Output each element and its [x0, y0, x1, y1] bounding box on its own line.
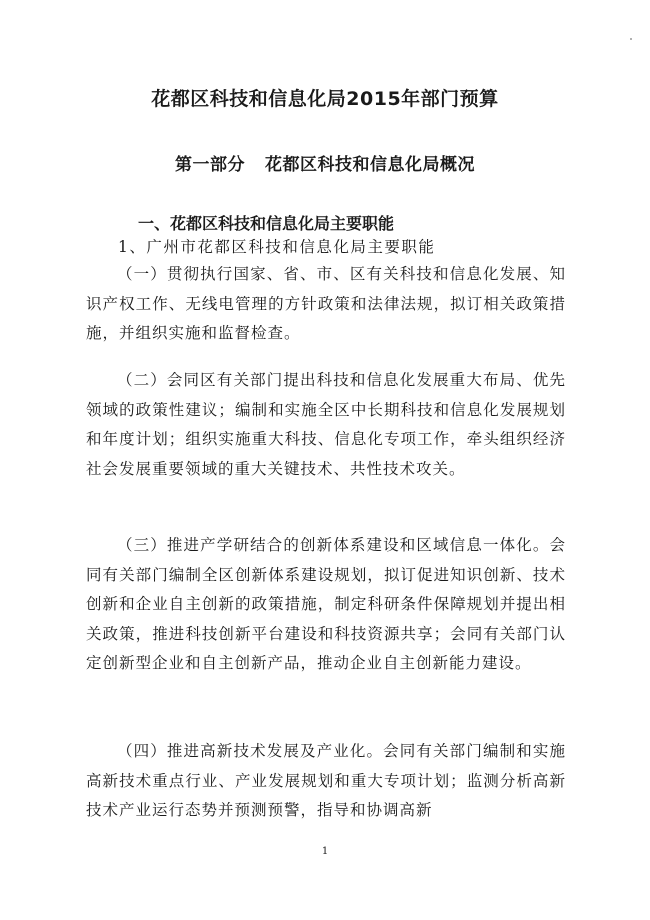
- part-name: 花都区科技和信息化局概况: [265, 155, 475, 175]
- sub-heading: 1、广州市花都区科技和信息化局主要职能: [118, 238, 436, 256]
- paragraph-1: （一）贯彻执行国家、省、市、区有关科技和信息化发展、知识产权工作、无线电管理的方针政策和法律法规，拟订相关政策措施，并组织实施和监督检查。: [86, 265, 566, 342]
- document-title: 花都区科技和信息化局2015年部门预算: [151, 88, 499, 110]
- part-heading: [0, 150, 650, 175]
- paragraph-4: （四）推进高新技术发展及产业化。会同有关部门编制和实施高新技术重点行业、产业发展规划和重大专项计划；监测分析高新技术产业运行态势并预测预警，指导和协调高新: [86, 742, 566, 819]
- paragraph-3: （三）推进产学研结合的创新体系建设和区域信息一体化。会同有关部门编制全区创新体系建设规划，拟订促进知识创新、技术创新和企业自主创新的政策措施，制定科研条件保障规划并提出相关政策，推进科技创新平台建设和科技资源共享；会同有关部门认定创新型企业和自主创新产品，推动企业自主创新能力建设。: [86, 536, 566, 672]
- paragraph-2: （二）会同区有关部门提出科技和信息化发展重大布局、优先领域的政策性建议；编制和实施全区中长期科技和信息化发展规划和年度计划；组织实施重大科技、信息化专项工作，牵头组织经济社会发展重要领域的重大关键技术、共性技术攻关。: [86, 371, 566, 478]
- section-heading: 一、花都区科技和信息化局主要职能: [138, 214, 395, 233]
- part-label: 第一部分: [175, 155, 245, 175]
- page-number: 1: [321, 846, 329, 857]
- scan-speck: [630, 38, 632, 40]
